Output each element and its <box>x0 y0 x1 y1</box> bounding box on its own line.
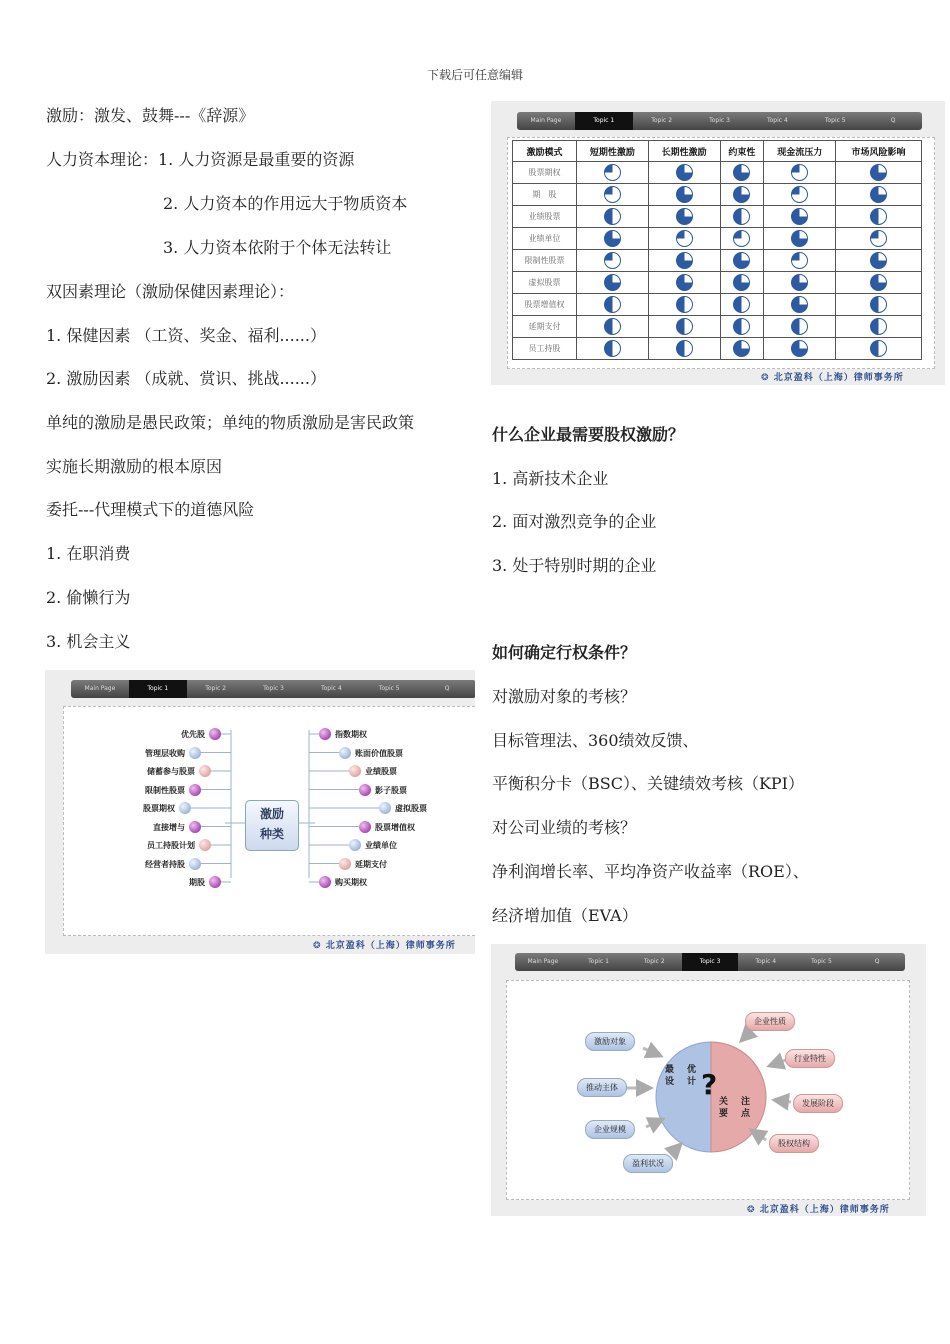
harvey-ball-icon <box>870 296 887 313</box>
factor-pill: 发展阶段 <box>793 1094 843 1113</box>
factor-pill: 股权结构 <box>769 1134 819 1153</box>
mindmap-node: 业绩股票 <box>365 767 397 776</box>
factor-pill: 盈利状况 <box>623 1154 673 1173</box>
nav-tab[interactable]: Topic 2 <box>651 117 673 124</box>
factor-pill: 企业规模 <box>585 1120 635 1139</box>
page-header: 下载后可任意编辑 <box>426 68 523 82</box>
harvey-ball-icon <box>733 186 750 203</box>
list-item: 1. 高新技术企业 <box>492 469 609 488</box>
rating-cell <box>648 338 720 360</box>
text-line: 1. 在职消费 <box>46 544 131 563</box>
harvey-ball-icon <box>870 164 887 181</box>
firm-name: 北京盈科（上海）律师事务所 <box>773 373 904 383</box>
column-header: 激励模式 <box>513 141 577 162</box>
table-row <box>513 184 922 206</box>
text-line: 激励：激发、鼓舞---《辞源》 <box>46 106 255 125</box>
table-row <box>513 228 922 250</box>
factor-pill: 激励对象 <box>585 1032 635 1051</box>
node-bullet-icon <box>209 728 221 740</box>
mindmap-node: 购买期权 <box>335 878 367 887</box>
list-item: 3. 处于特别时期的企业 <box>492 556 657 575</box>
rating-cell <box>836 184 922 206</box>
nav-tab[interactable]: Topic 4 <box>766 117 788 124</box>
harvey-ball-icon <box>676 296 693 313</box>
table-row <box>513 162 922 184</box>
slide-footer <box>313 938 456 951</box>
harvey-ball-icon <box>791 252 808 269</box>
text-line: 委托---代理模式下的道德风险 <box>46 500 255 519</box>
harvey-ball-icon <box>870 274 887 291</box>
node-bullet-icon <box>189 821 201 833</box>
rating-cell <box>576 184 648 206</box>
harvey-ball-icon <box>870 230 887 247</box>
rating-cell <box>764 228 836 250</box>
table-row <box>513 294 922 316</box>
harvey-ball-icon <box>733 208 750 225</box>
table-row <box>513 272 922 294</box>
nav-tab[interactable]: Topic 3 <box>709 117 730 124</box>
node-bullet-icon <box>179 802 191 814</box>
section-heading: 什么企业最需要股权激励？ <box>492 425 685 444</box>
rating-cell <box>576 162 648 184</box>
row-label: 业绩单位 <box>513 228 577 250</box>
search-icon[interactable]: Q <box>890 117 896 124</box>
node-bullet-icon <box>359 784 371 796</box>
nav-tab[interactable]: Topic 5 <box>811 958 832 965</box>
harvey-ball-icon <box>870 340 887 357</box>
row-label: 延期支付 <box>513 316 577 338</box>
rating-cell <box>648 272 720 294</box>
slide-incentive-comparison <box>491 101 945 385</box>
column-header: 现金流压力 <box>764 141 836 162</box>
node-bullet-icon <box>359 821 371 833</box>
text-line: 2. 人力资本的作用远大于物质资本 <box>163 194 408 213</box>
harvey-ball-icon <box>604 252 621 269</box>
harvey-ball-icon <box>676 164 693 181</box>
section-heading: 如何确定行权条件？ <box>492 643 637 662</box>
harvey-ball-icon <box>791 318 808 335</box>
rating-cell <box>764 162 836 184</box>
question-mark-icon: ? <box>701 1068 718 1101</box>
rating-cell <box>648 294 720 316</box>
slide-footer <box>761 370 904 383</box>
harvey-ball-icon <box>733 164 750 181</box>
text-line: 净利润增长率、平均净资产收益率（ROE）、 <box>492 862 809 881</box>
column-header: 短期性激励 <box>576 141 648 162</box>
mindmap-node: 影子股票 <box>375 785 407 795</box>
rating-cell <box>648 250 720 272</box>
circle-char: 关 <box>719 1097 729 1107</box>
harvey-ball-icon <box>676 186 693 203</box>
row-label: 员工持股 <box>513 338 577 360</box>
harvey-ball-icon <box>870 252 887 269</box>
rating-cell <box>720 338 764 360</box>
rating-cell <box>576 206 648 228</box>
row-label: 股票增值权 <box>513 294 577 316</box>
harvey-ball-icon <box>604 164 621 181</box>
harvey-ball-icon <box>733 340 750 357</box>
harvey-ball-icon <box>791 340 808 357</box>
node-bullet-icon <box>189 747 201 759</box>
rating-cell <box>720 162 764 184</box>
harvey-ball-icon <box>604 186 621 203</box>
harvey-ball-icon <box>676 340 693 357</box>
center-label: 激励 <box>259 807 284 821</box>
mindmap-node: 优先股 <box>181 730 205 739</box>
nav-tab[interactable]: Topic 3 <box>263 685 284 692</box>
rating-cell <box>836 250 922 272</box>
factor-pill: 推动主体 <box>577 1078 627 1097</box>
mindmap-node: 经营者持股 <box>145 859 185 869</box>
node-bullet-icon <box>349 765 361 777</box>
mindmap-node: 直接增与 <box>153 822 185 832</box>
rating-cell <box>648 184 720 206</box>
mindmap-center <box>245 800 299 851</box>
center-label: 种类 <box>259 827 284 841</box>
rating-cell <box>648 162 720 184</box>
text-line: 实施长期激励的根本原因 <box>46 457 223 476</box>
rating-cell <box>576 338 648 360</box>
rating-cell <box>648 206 720 228</box>
harvey-ball-icon <box>870 208 887 225</box>
node-bullet-icon <box>319 728 331 740</box>
nav-tab[interactable]: Topic 1 <box>575 112 633 130</box>
slide-incentive-types <box>45 670 475 954</box>
circle-char: 计 <box>687 1077 697 1087</box>
circle-char: 优 <box>687 1065 697 1075</box>
text-line: 3. 人力资本依附于个体无法转让 <box>163 238 392 257</box>
table-row <box>513 338 922 360</box>
circle-char: 要 <box>719 1109 729 1119</box>
harvey-ball-icon <box>604 340 621 357</box>
rating-cell <box>720 294 764 316</box>
slide-footer <box>747 1202 890 1215</box>
rating-cell <box>576 228 648 250</box>
node-bullet-icon <box>319 876 331 888</box>
rating-cell <box>720 206 764 228</box>
node-bullet-icon <box>339 747 351 759</box>
harvey-ball-icon <box>604 318 621 335</box>
circle-char: 最 <box>665 1065 675 1075</box>
harvey-ball-icon <box>733 274 750 291</box>
harvey-ball-icon <box>870 318 887 335</box>
mindmap-node: 股票增值权 <box>375 822 415 832</box>
harvey-ball-icon <box>676 318 693 335</box>
harvey-ball-icon <box>791 230 808 247</box>
column-header: 约束性 <box>720 141 764 162</box>
mindmap-node: 储蓄参与股票 <box>147 767 195 776</box>
rating-cell <box>764 338 836 360</box>
node-bullet-icon <box>199 765 211 777</box>
list-item: 2. 面对激烈竞争的企业 <box>492 512 657 531</box>
rating-cell <box>836 316 922 338</box>
harvey-ball-icon <box>791 296 808 313</box>
harvey-ball-icon <box>604 296 621 313</box>
rating-cell <box>720 272 764 294</box>
mindmap-node: 指数期权 <box>335 730 367 739</box>
rating-cell <box>764 184 836 206</box>
rating-cell <box>576 272 648 294</box>
harvey-ball-icon <box>733 296 750 313</box>
nav-tab[interactable]: Topic 4 <box>320 685 342 692</box>
nav-tab[interactable]: Topic 1 <box>588 958 609 965</box>
firm-logo-icon: ❂ <box>747 1205 760 1215</box>
node-bullet-icon <box>379 802 391 814</box>
nav-tab[interactable]: Main Page <box>527 958 559 965</box>
factor-pill: 行业特性 <box>785 1049 835 1068</box>
rating-cell <box>720 184 764 206</box>
nav-tab[interactable]: Topic 5 <box>824 117 846 124</box>
harvey-ball-icon <box>791 208 808 225</box>
rating-cell <box>648 316 720 338</box>
rating-cell <box>648 228 720 250</box>
rating-cell <box>836 228 922 250</box>
column-header: 市场风险影响 <box>836 141 922 162</box>
rating-cell <box>576 316 648 338</box>
text-line: 目标管理法、360绩效反馈、 <box>492 731 699 750</box>
column-header: 长期性激励 <box>648 141 720 162</box>
text-line: 2. 激励因素 （成就、赏识、挑战......） <box>46 369 326 388</box>
node-bullet-icon <box>349 839 361 851</box>
harvey-ball-icon <box>733 318 750 335</box>
text-line: 单纯的激励是愚民政策；单纯的物质激励是害民政策 <box>46 413 415 432</box>
firm-name: 北京盈科（上海）律师事务所 <box>325 941 456 951</box>
rating-cell <box>764 250 836 272</box>
harvey-ball-icon <box>733 230 750 247</box>
firm-logo-icon: ❂ <box>761 373 774 383</box>
row-label: 限制性股票 <box>513 250 577 272</box>
row-label: 股票期权 <box>513 162 577 184</box>
text-line: 人力资本理论：1. 人力资源是最重要的资源 <box>46 150 355 169</box>
nav-tab[interactable]: Topic 3 <box>682 953 738 971</box>
text-line: 2. 偷懒行为 <box>46 588 131 607</box>
mindmap-node: 期股 <box>189 878 205 887</box>
nav-tab[interactable]: Topic 1 <box>129 680 187 698</box>
rating-cell <box>836 294 922 316</box>
search-icon[interactable]: Q <box>444 685 450 692</box>
harvey-ball-icon <box>604 230 621 247</box>
incentive-comparison-table <box>512 140 922 360</box>
rating-cell <box>836 162 922 184</box>
text-line: 对公司业绩的考核？ <box>492 818 637 837</box>
row-label: 业绩股票 <box>513 206 577 228</box>
circle-char: 设 <box>665 1077 675 1087</box>
mindmap-node: 延期支付 <box>355 859 387 869</box>
harvey-ball-icon <box>791 164 808 181</box>
mindmap-node: 限制性股票 <box>145 785 185 795</box>
table-row <box>513 316 922 338</box>
row-label: 期 股 <box>513 184 577 206</box>
rating-cell <box>720 316 764 338</box>
rating-cell <box>576 294 648 316</box>
harvey-ball-icon <box>791 186 808 203</box>
harvey-ball-icon <box>676 208 693 225</box>
node-bullet-icon <box>189 858 201 870</box>
rating-cell <box>836 206 922 228</box>
nav-tab[interactable]: Main Page <box>84 685 116 692</box>
rating-cell <box>764 206 836 228</box>
circle-char: 注 <box>741 1097 751 1107</box>
mindmap-node: 虚拟股票 <box>395 804 427 813</box>
mindmap-node: 员工持股计划 <box>147 841 195 850</box>
rating-cell <box>576 250 648 272</box>
mindmap-node: 股票期权 <box>143 804 175 813</box>
node-bullet-icon <box>209 876 221 888</box>
rating-cell <box>836 272 922 294</box>
nav-tab[interactable]: Topic 2 <box>643 958 665 965</box>
text-line: 对激励对象的考核？ <box>492 687 637 706</box>
rating-cell <box>836 338 922 360</box>
nav-tab[interactable]: Topic 4 <box>755 958 777 965</box>
harvey-ball-icon <box>733 252 750 269</box>
firm-logo-icon: ❂ <box>313 941 326 951</box>
node-bullet-icon <box>189 784 201 796</box>
text-line: 3. 机会主义 <box>46 632 131 651</box>
harvey-ball-icon <box>676 252 693 269</box>
text-line: 双因素理论（激励保健因素理论）： <box>46 282 295 301</box>
rating-cell <box>764 294 836 316</box>
rating-cell <box>720 228 764 250</box>
circle-char: 点 <box>741 1109 751 1119</box>
rating-cell <box>764 272 836 294</box>
harvey-ball-icon <box>604 274 621 291</box>
slide-navbar <box>517 112 922 130</box>
mindmap-node: 管理层收购 <box>145 748 185 758</box>
search-icon[interactable]: Q <box>874 958 880 965</box>
rating-cell <box>720 250 764 272</box>
harvey-ball-icon <box>791 274 808 291</box>
factor-pill: 企业性质 <box>745 1012 795 1031</box>
row-label: 虚拟股票 <box>513 272 577 294</box>
node-bullet-icon <box>339 858 351 870</box>
table-row <box>513 206 922 228</box>
text-line: 经济增加值（EVA） <box>492 906 638 925</box>
table-row <box>513 250 922 272</box>
node-bullet-icon <box>199 839 211 851</box>
harvey-ball-icon <box>870 186 887 203</box>
slide-exercise-conditions <box>491 944 926 1216</box>
nav-tab[interactable]: Topic 5 <box>378 685 400 692</box>
harvey-ball-icon <box>676 274 693 291</box>
harvey-ball-icon <box>604 208 621 225</box>
firm-name: 北京盈科（上海）律师事务所 <box>759 1205 890 1215</box>
text-line: 平衡积分卡（BSC）、关键绩效考核（KPI） <box>492 774 805 793</box>
mindmap-node: 业绩单位 <box>365 841 397 850</box>
mindmap-node: 账面价值股票 <box>355 748 403 758</box>
nav-tab[interactable]: Main Page <box>530 117 562 124</box>
nav-tab[interactable]: Topic 2 <box>205 685 227 692</box>
rating-cell <box>764 316 836 338</box>
text-line: 1. 保健因素 （工资、奖金、福利......） <box>46 326 326 345</box>
harvey-ball-icon <box>676 230 693 247</box>
